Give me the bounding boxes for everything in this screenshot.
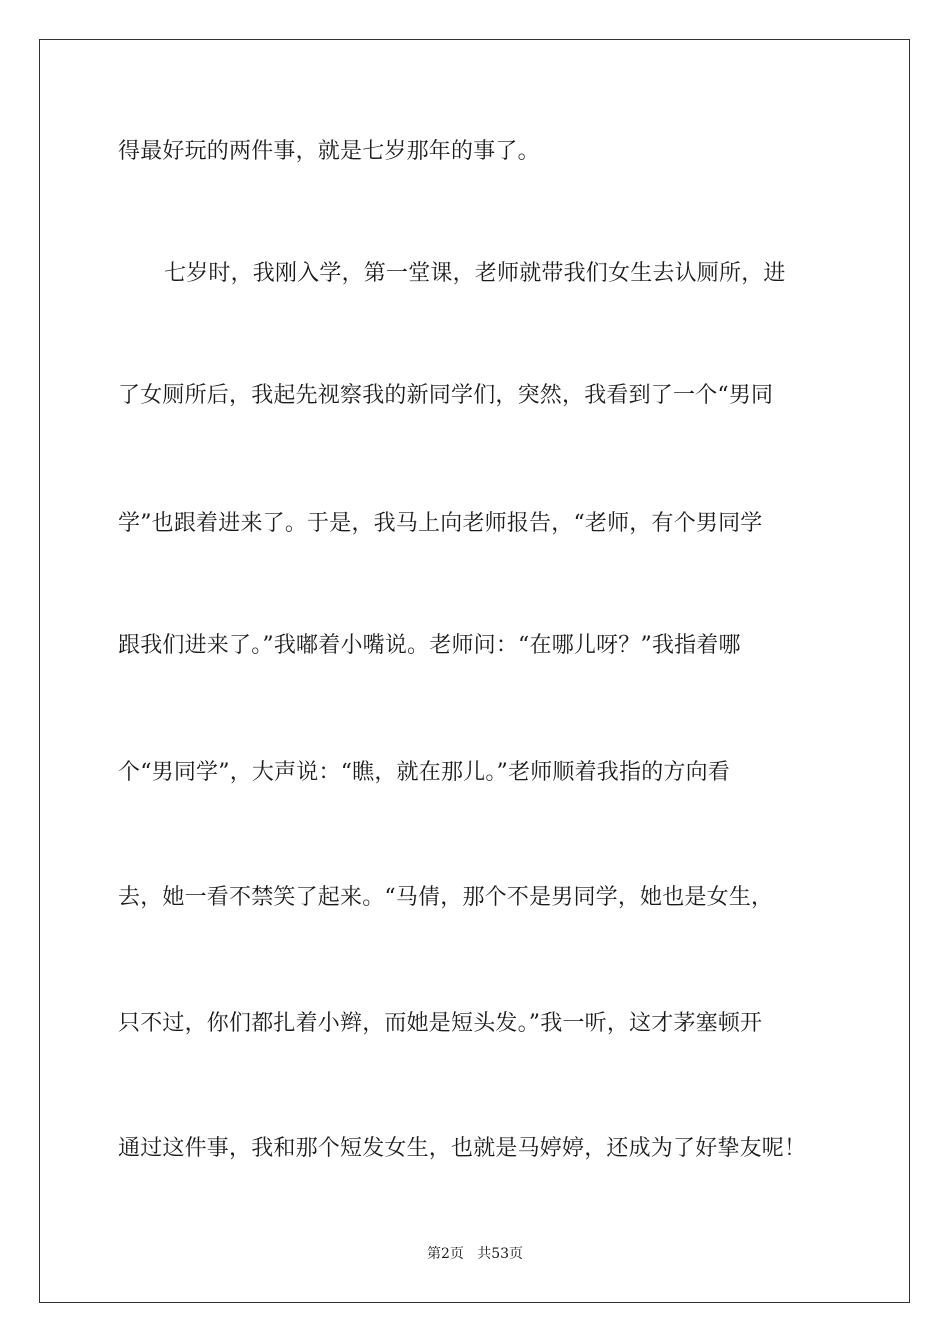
text-line-6: 个“男同学”，大声说：“瞧，就在那儿。”老师顺着我指的方向看 [118,760,730,785]
text-line-7: 去，她一看不禁笑了起来。“马倩，那个不是男同学，她也是女生， [118,885,774,910]
text-line-9: 通过这件事，我和那个短发女生，也就是马婷婷，还成为了好挚友呢！ [118,1136,807,1161]
text-line-2: 七岁时，我刚入学，第一堂课，老师就带我们女生去认厕所，进 [164,261,786,286]
text-line-8: 只不过，你们都扎着小辫，而她是短头发。”我一听，这才茅塞顿开 [118,1011,763,1036]
text-line-1: 得最好玩的两件事，就是七岁那年的事了。 [118,139,540,164]
page-number-footer: 第2页 共53页 [426,1246,524,1262]
text-line-5: 跟我们进来了。”我嘟着小嘴说。老师问：“在哪儿呀？”我指着哪 [118,633,741,658]
page-border [39,39,910,1303]
text-line-3: 了女厕所后，我起先视察我的新同学们，突然，我看到了一个“男同 [118,383,774,408]
text-line-4: 学”也跟着进来了。于是，我马上向老师报告，“老师，有个男同学 [118,511,763,536]
